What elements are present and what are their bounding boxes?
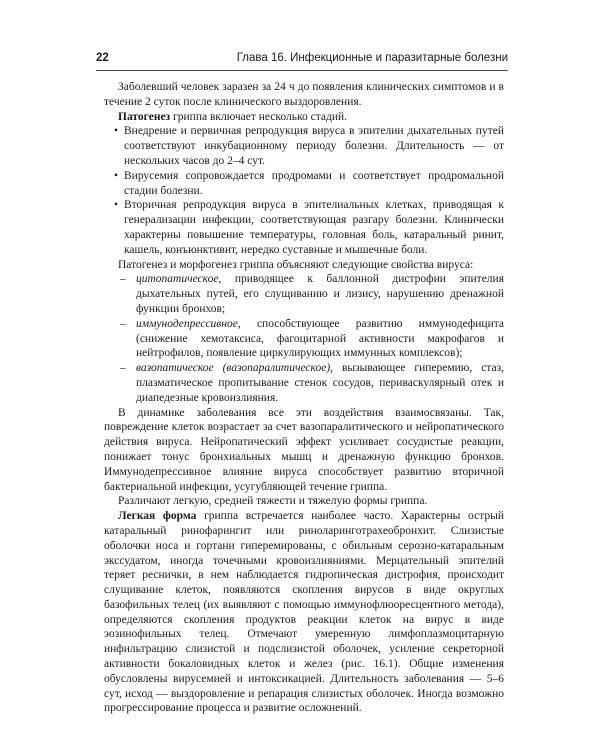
list-item: • Внедрение и первичная репродукция вируса в эпителии дыхательных путей соответствуют инкубационному периоду болезни. Длительность — от нескольких часов до 2–4 сут. [114,124,504,168]
mild-form-text: гриппа встречается наиболее часто. Характерны острый катаральный ринофарингит или риноларинготрахеобронхит. Слизистые оболочки носа и гортани гиперемированы, с обильным серозно-катаральным экссудатом, иногда точечными кровоизлияниями. Мерцательный эпителий теряет реснички, в нем наблюдается гидропическая дистрофия, происходит слущивание клеток, появляются скопления вирусов в виде округлых базофильных телец (их выявляют с помощью иммунофлюоресцентного метода), определяются скопления продуктов реакции клеток на вирус в виде эозинофильных телец. Отмечают умеренную лимфоплазмоцитарную инфильтрацию слизистой и подслизистой оболочек, усиление секреторной активности бокаловидных клеток и желез (рис. 16.1). Общие изменения обусловлены вирусемией и интоксикацией. Длительность заболевания — 5–6 сут, исход — выздоровление и репарация слизистых оболочек. Иногда возможно прогрессирование процесса и развитие осложнений. [104,510,504,715]
pathogenesis-stages-list [104,124,504,257]
paragraph-disease-dynamics: В динамике заболевания все эти воздействия взаимосвязаны. Так, повреждение клеток возрастает за счет вазопаралитического и нейропатического действия вируса. Нейропатический эффект усиливает сосудистые реакции, понижает тонус бронхиальных мышц и дренажную функцию бронхов. Иммунодепрессивное влияние вируса способствует развитию вторичной бактериальной инфекции, усугубляющей течение гриппа. [104,406,504,493]
property-text: , вызывающее гиперемию, стаз, плазматическое пропитывание стенок сосудов, периваскулярный отек и диапедезные кровоизлияния. [136,362,504,404]
list-item [120,272,504,316]
pathogenesis-intro-text: гриппа включает несколько стадий. [170,110,348,123]
property-text: , приводящее к баллонной дистрофии эпителия дыхательных путей, его слущиванию и лизису, нарушению дренажной функции бронхов; [136,273,504,315]
list-item: • Вирусемия сопровождается продромами и соответствует продромальной стадии болезни. [114,169,504,199]
paragraph-severity-forms: Различают легкую, средней тяжести и тяжелую формы гриппа. [118,495,428,508]
list-item: • Вторичная репродукция вируса в эпителиальных клетках, приводящая к генерализации инфекции, соответствующая разгару болезни. Клинически характерны повышение температуры, головная боль, катаральный ринит, кашель, конъюнктивит, нередко суставные и мышечные боли. [114,198,504,257]
virus-properties-list [104,272,504,405]
property-term: цитопатическое [136,273,219,286]
body-text [104,80,504,716]
paragraph-virus-properties-intro: Патогенез и морфогенез гриппа объясняют следующие свойства вируса: [118,258,474,271]
term-mild-form: Легкая форма [118,510,197,523]
running-header [96,48,508,71]
paragraph-mild-form [104,509,504,716]
page-number: 22 [96,52,109,64]
paragraph-contagious-period: Заболевший человек заразен за 24 ч до появления клинических симптомов и в течение 2 суток после клинического выздоровления. [104,81,504,108]
term-pathogenesis: Патогенез [118,110,171,123]
property-text: , способствующее развитию иммунодефицита (снижение хемотаксиса, фагоцитарной активности макрофагов и нейтрофилов, появление циркулирующих иммунных комплексов); [136,317,504,360]
paragraph-pathogenesis-intro [104,110,504,125]
list-item [120,361,504,405]
list-item [120,317,504,361]
property-term: вазопатическое (вазопаралитическое) [136,362,331,375]
chapter-title: Глава 16. Инфекционные и паразитарные болезни [236,52,508,64]
property-term: иммунодепрессивное [136,317,238,330]
